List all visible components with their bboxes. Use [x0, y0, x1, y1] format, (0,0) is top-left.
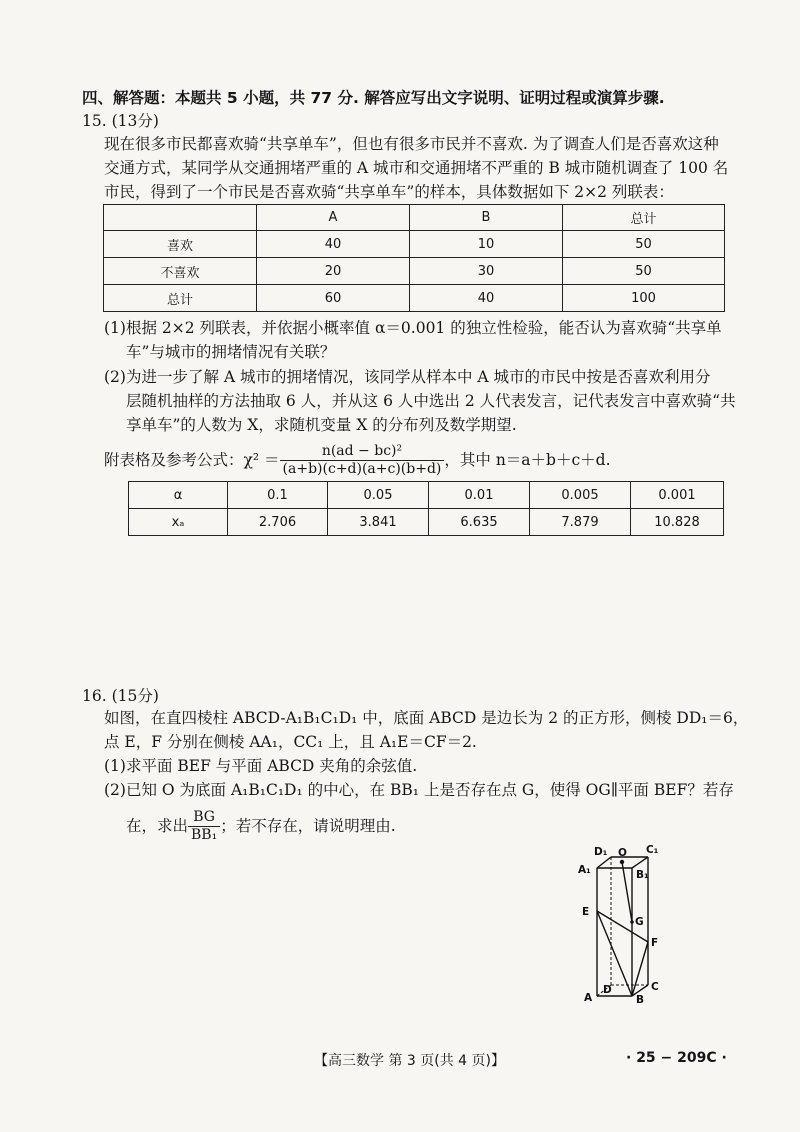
table-cell: 7.879 [530, 509, 631, 536]
table-row [104, 205, 725, 231]
segment-f-b [632, 942, 648, 996]
table-cell: B [410, 205, 563, 231]
table-cell: 0.005 [530, 482, 631, 509]
table-cell: 10 [410, 231, 563, 258]
segment-e-f [597, 911, 648, 942]
label-g: G [635, 916, 644, 928]
table-cell: 0.1 [228, 482, 328, 509]
table-row [129, 509, 724, 536]
table-cell: 50 [563, 258, 725, 285]
table-row [104, 231, 725, 258]
table-cell: 0.05 [328, 482, 429, 509]
q15-part1-line: (1)根据 2×2 列联表，并依据小概率值 α＝0.001 的独立性检验，能否认为喜欢骑“共享单 [104, 319, 722, 337]
q15-intro-line: 交通方式，某同学从交通拥堵严重的 A 城市和交通拥堵不严重的 B 城市随机调查了 100 名 [104, 159, 729, 177]
label-a1: A₁ [578, 864, 591, 876]
formula-suffix: ，其中 n＝a＋b＋c＋d. [444, 451, 611, 469]
edge-bc [632, 985, 648, 996]
footer-code: · 25 − 209C · [626, 1050, 727, 1066]
table-cell: 总计 [104, 285, 257, 312]
q16-line: (1)求平面 BEF 与平面 ABCD 夹角的余弦值. [104, 757, 418, 775]
edge-b1-c1 [632, 857, 648, 868]
table-cell: 30 [410, 258, 563, 285]
formula-denominator: (a+b)(c+d)(a+c)(b+d) [282, 460, 442, 477]
footer-page-info: 【高三数学 第 3 页(共 4 页)】 [314, 1053, 505, 1069]
table-cell: 0.001 [631, 482, 724, 509]
table-cell: 40 [257, 231, 410, 258]
center-point-o [620, 860, 624, 864]
point-g [630, 920, 634, 924]
q15-part1-line: 车”与城市的拥堵情况有关联？ [126, 343, 336, 361]
label-c1: C₁ [646, 844, 659, 856]
fraction-numerator: BG [188, 809, 220, 827]
q16-last-prefix: 在，求出 [126, 817, 189, 835]
reference-formula [104, 440, 611, 480]
segment-o-g [622, 862, 632, 922]
table-cell: 总计 [563, 205, 725, 231]
label-o: O [618, 847, 627, 859]
table-cell: 3.841 [328, 509, 429, 536]
table-cell: 2.706 [228, 509, 328, 536]
q16-last-suffix: ；若不存在，请说明理由. [220, 817, 396, 835]
label-b: B [636, 994, 645, 1006]
contingency-table [103, 204, 725, 312]
table-row [104, 285, 725, 312]
q16-line: 如图，在直四棱柱 ABCD-A₁B₁C₁D₁ 中，底面 ABCD 是边长为 2 的正方形，侧棱 DD₁＝6， [104, 709, 749, 727]
table-cell: 6.635 [429, 509, 530, 536]
q16-number: 16. (15分) [82, 687, 159, 705]
label-b1: B₁ [636, 869, 649, 881]
table-cell: 不喜欢 [104, 258, 257, 285]
table-cell: 10.828 [631, 509, 724, 536]
table-cell: α [129, 482, 228, 509]
section-heading: 四、解答题：本题共 5 小题，共 77 分. 解答应写出文字说明、证明过程或演算步骤. [82, 89, 665, 107]
q15-number: 15. (13分) [82, 112, 159, 130]
table-cell [104, 205, 257, 231]
hidden-edge-ad [597, 985, 611, 996]
formula-prefix: 附表格及参考公式：χ² ＝ [104, 451, 280, 469]
table-row [129, 482, 724, 509]
table-cell: xₐ [129, 509, 228, 536]
q15-intro-line: 市民，得到了一个市民是否喜欢骑“共享单车”的样本，具体数据如下 2×2 列联表： [104, 183, 674, 201]
label-c: C [651, 981, 659, 993]
table-cell: 喜欢 [104, 231, 257, 258]
segment-e-b [597, 911, 632, 996]
label-f: F [651, 937, 659, 949]
bg-over-bb1-fraction [188, 809, 220, 844]
fraction-denominator: BB₁ [191, 826, 218, 843]
table-cell: 0.01 [429, 482, 530, 509]
table-cell: 20 [257, 258, 410, 285]
edge-a1-d1 [597, 857, 611, 868]
formula-numerator: n(ad − bc)² [280, 443, 445, 461]
table-cell: 50 [563, 231, 725, 258]
q16-line: 点 E，F 分别在侧棱 AA₁，CC₁ 上，且 A₁E＝CF＝2. [104, 733, 477, 751]
q15-part2-line: (2)为进一步了解 A 城市的拥堵情况，该同学从样本中 A 城市的市民中按是否喜欢利用分 [104, 368, 711, 386]
q16-last-line [126, 806, 396, 846]
critical-value-table [128, 481, 724, 536]
table-cell: 40 [410, 285, 563, 312]
label-a: A [584, 992, 593, 1004]
table-cell: 60 [257, 285, 410, 312]
chi-square-fraction [280, 443, 445, 478]
table-row [104, 258, 725, 285]
q15-intro-line: 现在很多市民都喜欢骑“共享单车”，但也有很多市民并不喜欢. 为了调查人们是否喜欢这种 [104, 135, 719, 153]
label-d: D [603, 984, 612, 996]
label-e: E [582, 906, 590, 918]
label-d1: D₁ [594, 846, 608, 858]
q15-part2-line: 层随机抽样的方法抽取 6 人，并从这 6 人中选出 2 人代表发言，记代表发言中喜欢骑“共 [126, 392, 736, 410]
q15-part2-line: 享单车”的人数为 X，求随机变量 X 的分布列及数学期望. [126, 416, 517, 434]
q16-line: (2)已知 O 为底面 A₁B₁C₁D₁ 的中心，在 BB₁ 上是否存在点 G，使得 OG∥平面 BEF？若存 [104, 781, 734, 799]
table-cell: A [257, 205, 410, 231]
table-cell: 100 [563, 285, 725, 312]
